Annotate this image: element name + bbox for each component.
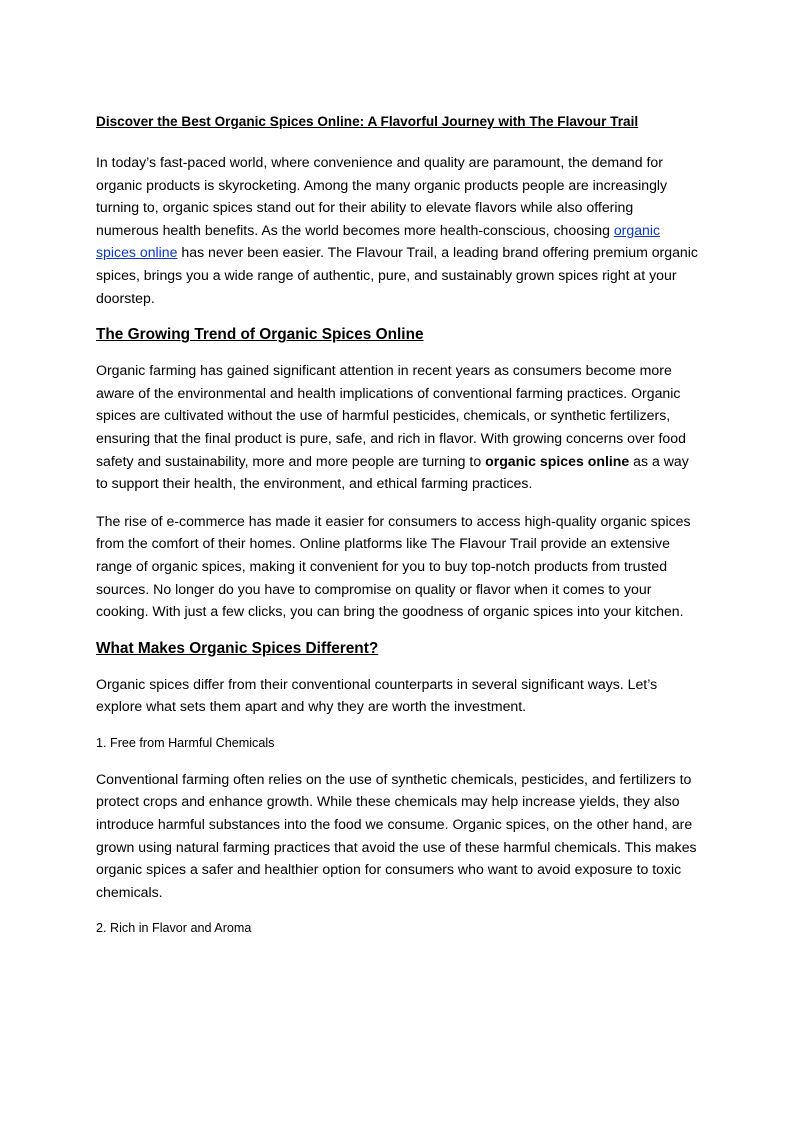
intro-text-before-link: In today’s fast-paced world, where convenience and quality are paramount, the demand for organic products is skyrocketing. Among the many organic products people are increasingly turning to, organic spices stand out for their ability to elevate flavors while also offering numerous health benefits. As the world becomes more health-conscious, choosing [96, 154, 668, 238]
document-title: Discover the Best Organic Spices Online: A Flavorful Journey with The Flavour Trail [96, 114, 639, 129]
section-heading-what-makes-different: What Makes Organic Spices Different? [96, 639, 379, 657]
growing-trend-text-after-bold: as a way to support their health, the environment, and ethical farming practices. [96, 452, 689, 492]
growing-trend-paragraph-1 [96, 359, 698, 495]
intro-paragraph [96, 151, 698, 309]
free-from-chemicals-paragraph: Conventional farming often relies on the use of synthetic chemicals, pesticides, and fertilizers to protect crops and enhance growth. While these chemicals may help increase yields, they also introduce harmful substances into the food we consume. Organic spices, on the other hand, are grown using natural farming practices that avoid the use of these harmful chemicals. This makes organic spices a safer and healthier option for consumers who want to avoid exposure to toxic chemicals. [96, 770, 697, 900]
document-page [96, 112, 698, 953]
growing-trend-text-before-bold: Organic farming has gained significant attention in recent years as consumers become more aware of the environmental and health implications of conventional farming practices. Organic spices are cultivated without the use of harmful pesticides, chemicals, or synthetic fertilizers, ensuring that the final product is pure, safe, and rich in flavor. With growing concerns over food safety and sustainability, more and more people are turning to [96, 362, 686, 469]
subheading-rich-in-flavor: 2. Rich in Flavor and Aroma [96, 921, 252, 936]
intro-text-after-link: has never been easier. The Flavour Trail, a leading brand offering premium organic spices, brings you a wide range of authentic, pure, and sustainably grown spices right at your doorstep. [96, 244, 698, 306]
subheading-free-from-chemicals: 1. Free from Harmful Chemicals [96, 735, 275, 750]
section-heading-growing-trend: The Growing Trend of Organic Spices Online [96, 326, 424, 344]
organic-spices-online-link[interactable]: organic spices online [96, 221, 661, 261]
growing-trend-paragraph-2: The rise of e-commerce has made it easier for consumers to access high-quality organic spices from the comfort of their homes. Online platforms like The Flavour Trail provide an extensive range of organic spices, making it convenient for you to buy top-notch products from trusted sources. No longer do you have to compromise on quality or flavor when it comes to your cooking. With just a few clicks, you can bring the goodness of organic spices into your kitchen. [96, 512, 691, 620]
what-makes-different-intro: Organic spices differ from their conventional counterparts in several significant ways. Let’s explore what sets them apart and why they are worth the investment. [96, 675, 658, 715]
bold-keyword-organic-spices-online: organic spices online [485, 452, 630, 469]
